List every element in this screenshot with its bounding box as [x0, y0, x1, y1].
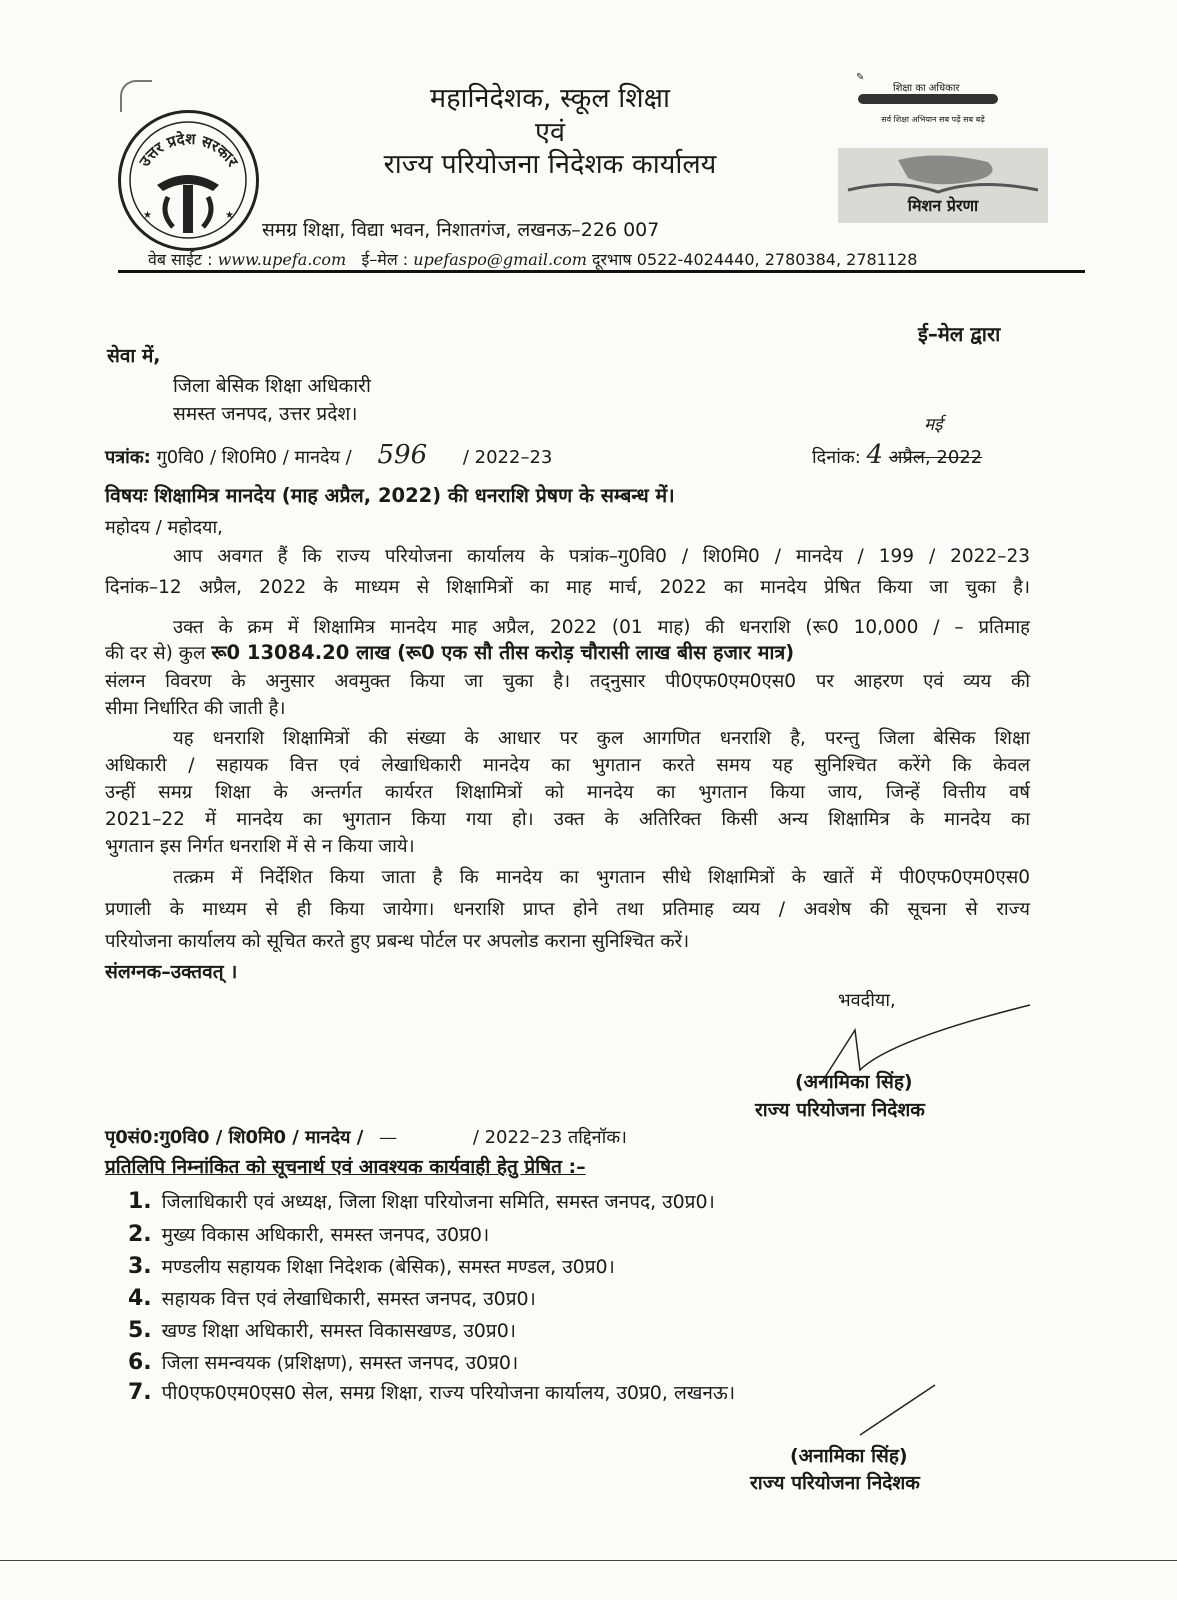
- para4-line: प्रणाली के माध्यम से ही किया जायेगा। धनराशि प्राप्त होने तथा प्रतिमाह व्यय / अवशेष की सूचना से राज्य: [105, 899, 1030, 920]
- header-title-line2: एवं: [535, 117, 565, 148]
- copy-list-item: 2. मुख्य विकास अधिकारी, समस्त जनपद, उ0प्र0।: [128, 1222, 490, 1247]
- salutation: सेवा में,: [107, 345, 161, 367]
- total-amount: रू0 13084.20 लाख (रू0 एक सौ तीस करोड़ चौरासी लाख बीस हजार मात्र): [211, 641, 795, 664]
- rte-logo: ✎ शिक्षा का अधिकार सर्व शिक्षा अभियान सब पढ़ें सब बढ़ें: [848, 72, 1018, 142]
- subject: विषयः शिक्षामित्र मानदेय (माह अप्रैल, 2022) की धनराशि प्रेषण के सम्बन्ध में।: [105, 484, 675, 507]
- up-map-icon: [838, 148, 1048, 198]
- signatory-designation: राज्य परियोजना निदेशक: [755, 1099, 925, 1121]
- closing: भवदीया,: [838, 990, 896, 1011]
- rte-logo-text: शिक्षा का अधिकार: [893, 83, 960, 94]
- para2-line: [105, 638, 794, 665]
- recipient-line1: जिला बेसिक शिक्षा अधिकारी: [173, 375, 371, 397]
- para2-text: की दर से) कुल: [105, 643, 206, 664]
- reference-number: 596: [377, 440, 428, 470]
- copy-list-item: 1. जिलाधिकारी एवं अध्यक्ष, जिला शिक्षा परियोजना समिति, समस्त जनपद, उ0प्र0।: [128, 1189, 715, 1214]
- para3-line: भुगतान इस निर्गत धनराशि में से न किया जाये।: [105, 836, 415, 857]
- email-label: ई–मेल :: [361, 250, 409, 269]
- phone-label: दूरभाष: [592, 250, 632, 269]
- para2-line: उक्त के क्रम में शिक्षामित्र मानदेय माह अप्रैल, 2022 (01 माह) की धनराशि (रू0 10,000 / – प्रतिमाह: [173, 617, 1030, 638]
- header-title-line1: महानिदेशक, स्कूल शिक्षा: [430, 83, 670, 114]
- para4-line: परियोजना कार्यालय को सूचित करते हुए प्रबन्ध पोर्टल पर अपलोड कराना सुनिश्चित करें।: [105, 931, 690, 952]
- signatory-name: (अनामिका सिंह): [795, 1071, 913, 1093]
- copy-list-item: 4. सहायक वित्त एवं लेखाधिकारी, समस्त जनपद, उ0प्र0।: [128, 1286, 536, 1311]
- website-link[interactable]: www.upefa.com: [217, 250, 347, 269]
- ssa-text: सर्व शिक्षा अभियान सब पढ़ें सब बढ़ें: [881, 115, 985, 124]
- seal-text: उत्तर प्रदेश सरकार: [135, 129, 242, 170]
- para3-line: यह धनराशि शिक्षामित्रों की संख्या के आधार पर कुल आगणित धनराशि है, परन्तु जिला बेसिक शिक्षा: [173, 728, 1030, 749]
- copy-list-item: 6. जिला समन्वयक (प्रशिक्षण), समस्त जनपद, उ0प्र0।: [128, 1350, 519, 1375]
- para1-line: दिनांक–12 अप्रैल, 2022 के माध्यम से शिक्षामित्रों का माह मार्च, 2022 का मानदेय प्रेषित किया जा चुका है।: [105, 577, 1030, 598]
- date-correction: मई: [924, 415, 943, 435]
- delivery-mode: ई–मेल द्वारा: [918, 322, 1001, 346]
- para1-line: आप अवगत हैं कि राज्य परियोजना कार्यालय के पत्रांक–गु0वि0 / शि0मि0 / मानदेय / 199 / 2022–23: [173, 546, 1030, 567]
- endorsement-ref-label: पृ0सं0:गु0वि0 / शि0मि0 / मानदेय /: [105, 1127, 364, 1148]
- website-label: वेब साईट :: [148, 250, 213, 269]
- header-title-line3: राज्य परियोजना निदेशक कार्यालय: [383, 149, 717, 180]
- para3-line: अधिकारी / सहायक वित्त एवं लेखाधिकारी मानदेय का भुगतान करते समय यह सुनिश्चित करेंगे कि केवल: [105, 755, 1030, 776]
- svg-text:★: ★: [225, 210, 234, 221]
- para3-line: 2021–22 में मानदेय का भुगतान किया गया हो। उक्त के अतिरिक्त किसी अन्य शिक्षामित्र के मानदेय का: [105, 809, 1030, 830]
- date-day: 4: [866, 440, 884, 470]
- scan-bottom-edge: [0, 1560, 1177, 1561]
- greeting: महोदय / महोदया,: [105, 517, 223, 538]
- endorsement-ref-rest: / 2022–23 तद्दिनॉक।: [472, 1127, 627, 1148]
- initial-mark: [855, 1380, 945, 1440]
- copy-list-item: 5. खण्ड शिक्षा अधिकारी, समस्त विकासखण्ड, उ0प्र0।: [128, 1318, 516, 1343]
- svg-text:★: ★: [143, 210, 152, 221]
- para2-line: संलग्न विवरण के अनुसार अवमुक्त किया जा चुका है। तद्नुसार पी0एफ0एम0एस0 पर आहरण एवं व्यय की: [105, 671, 1030, 692]
- mission-prerna-text: मिशन प्रेरणा: [907, 196, 979, 215]
- office-address: समग्र शिक्षा, विद्या भवन, निशातगंज, लखनऊ–226 007: [262, 219, 660, 241]
- endorsement-signatory-designation: राज्य परियोजना निदेशक: [750, 1472, 920, 1494]
- phone-numbers: 0522-4024440, 2780384, 2781128: [636, 250, 918, 269]
- para2-line: सीमा निर्धारित की जाती है।: [105, 698, 286, 719]
- enclosure: संलग्नक–उक्तवत् ।: [105, 961, 238, 983]
- date-line: [812, 440, 982, 470]
- para3-line: उन्हीं समग्र शिक्षा के अन्तर्गत कार्यरत शिक्षामित्रों को मानदेय का भुगतान किया जाय, जिन्हें वित्तीय वर्ष: [105, 782, 1030, 803]
- para4-line: तत्क्रम में निर्देशित किया जाता है कि मानदेय का भुगतान सीधे शिक्षामित्रों के खातें में पी0एफ0एम0एस0: [173, 867, 1030, 888]
- contact-line: [148, 248, 917, 270]
- reference-prefix: गु0वि0 / शि0मि0 / मानदेय /: [156, 447, 352, 468]
- copy-heading: प्रतिलिपि निम्नांकित को सूचनार्थ एवं आवश्यक कार्यवाही हेतु प्रेषित :–: [105, 1156, 586, 1178]
- date-label: दिनांक:: [812, 447, 861, 468]
- header-divider: [118, 270, 1085, 273]
- recipient-line2: समस्त जनपद, उत्तर प्रदेश।: [173, 403, 358, 425]
- copy-list-item: 7. पी0एफ0एम0एस0 सेल, समग्र शिक्षा, राज्य परियोजना कार्यालय, उ0प्र0, लखनऊ।: [128, 1380, 736, 1405]
- mission-prerna-logo: [838, 148, 1048, 223]
- copy-list-item: 3. मण्डलीय सहायक शिक्षा निदेशक (बेसिक), समस्त मण्डल, उ0प्र0।: [128, 1254, 615, 1279]
- date-month: अप्रैल, 2022: [888, 447, 983, 468]
- reference-label: पत्रांक:: [105, 447, 151, 468]
- endorsement-signatory-name: (अनामिका सिंह): [790, 1445, 908, 1467]
- reference-year: / 2022–23: [462, 447, 553, 468]
- reference-line: [105, 440, 552, 470]
- endorsement-ref-number: —: [379, 1127, 398, 1148]
- endorsement-ref: [105, 1125, 627, 1149]
- email-link[interactable]: upefaspo@gmail.com: [413, 250, 587, 269]
